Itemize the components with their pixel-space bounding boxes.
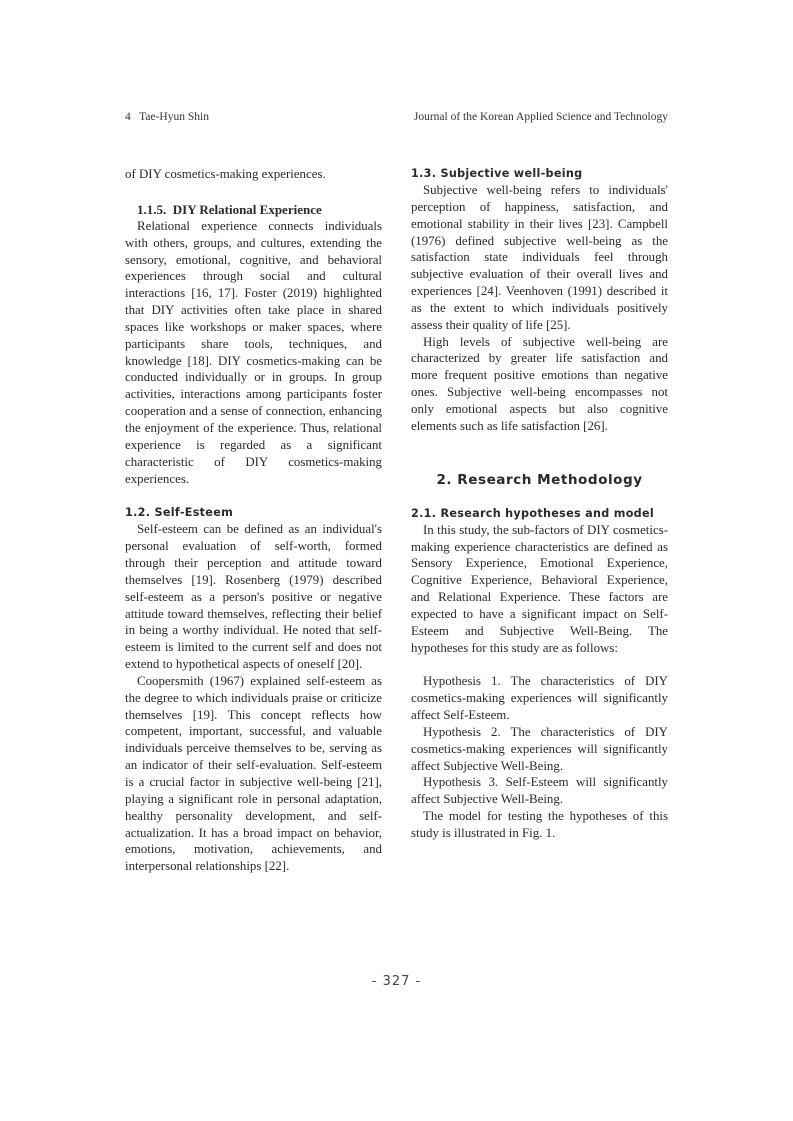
hypothesis-1: Hypothesis 1. The characteristics of DIY cosmetics-making experiences will significantly affect Self-Esteem. <box>411 674 668 723</box>
paragraph-relational-experience: Relational experience connects individuals with others, groups, and cultures, extending the sensory, emotional, cognitive, and behavioral experiences through social and cultural interactions [16, 17]. Foster (2019) highlighted that DIY activities often take place in shared spaces like workshops or maker spaces, where participants share tools, techniques, and knowledge [18]. DIY cosmetics-making can be conducted individually or in groups. In group activities, interactions among participants foster cooperation and a sense of connection, enhancing the enjoyment of the experience. Thus, relational experience is regarded as a significant characteristic of DIY cosmetics-making experiences. <box>125 218 382 486</box>
hypothesis-3: Hypothesis 3. Self-Esteem will significantly affect Subjective Well-Being. <box>411 775 668 807</box>
right-column <box>411 166 668 842</box>
paragraph-subjective-wellbeing-1: Subjective well-being refers to individuals' perception of happiness, satisfaction, and emotional stability in their lives [23]. Campbell (1976) defined subjective well-being as the satisfaction state individuals feel through subjective evaluation of their overall lives and experiences [24]. Veenhoven (1991) described it as the extent to which individuals positively assess their quality of life [25]. <box>411 183 668 332</box>
paragraph-model: The model for testing the hypotheses of this study is illustrated in Fig. 1. <box>411 809 668 840</box>
continued-paragraph: of DIY cosmetics-making experiences. <box>125 167 326 181</box>
running-head-journal: Journal of the Korean Applied Science and Technology <box>413 111 668 123</box>
running-head-left: 4 Tae-Hyun Shin <box>125 111 209 123</box>
paragraph-subjective-wellbeing-2: High levels of subjective well-being are characterized by greater life satisfaction and more frequent positive emotions than negative ones. Subjective well-being encompasses not only emotional aspects but also cognitive elements such as life satisfaction [26]. <box>411 334 668 433</box>
paragraph-research-method: In this study, the sub-factors of DIY cosmetics-making experience characteristics are defined as Sensory Experience, Emotional Experience, Cognitive Experience, Behavioral Experience, and Relational Experience. These factors are expected to have a significant impact on Self-Esteem and Subjective Well-Being. The hypotheses for this study are as follows: <box>411 522 668 655</box>
page-number: - 327 - <box>371 974 422 989</box>
left-column <box>125 166 382 875</box>
hypothesis-2: Hypothesis 2. The characteristics of DIY cosmetics-making experiences will significantly affect Subjective Well-Being. <box>411 724 668 773</box>
heading-1-2: 1.2. Self-Esteem <box>125 506 234 520</box>
heading-2-research-methodology: 2. Research Methodology <box>436 471 643 488</box>
heading-1-3: 1.3. Subjective well-being <box>411 167 583 180</box>
heading-1-1-5: 1.1.5. DIY Relational Experience <box>137 201 322 217</box>
paragraph-self-esteem-2: Coopersmith (1967) explained self-esteem as the degree to which individuals praise or criticize themselves [19]. This concept reflects how competent, important, successful, and valuable individuals perceive themselves to be, serving as an indicator of their self-evaluation. Self-esteem is a crucial factor in subjective well-being [21], playing a significant role in personal adaptation, healthy personality development, and self-actualization. It has a broad impact on behavior, emotions, motivation, achievements, and interpersonal relationships [22]. <box>125 673 382 874</box>
paragraph-self-esteem-1: Self-esteem can be defined as an individual's personal evaluation of self-worth, formed through their perception and attitude toward themselves [19]. Rosenberg (1979) described self-esteem as a person's positive or negative attitude toward themselves, reflecting their belief in being a worthy individual. He noted that self-esteem is limited to the current self and does not extend to hypothetical aspects of oneself [20]. <box>125 522 382 672</box>
heading-2-1: 2.1. Research hypotheses and model <box>411 506 655 520</box>
